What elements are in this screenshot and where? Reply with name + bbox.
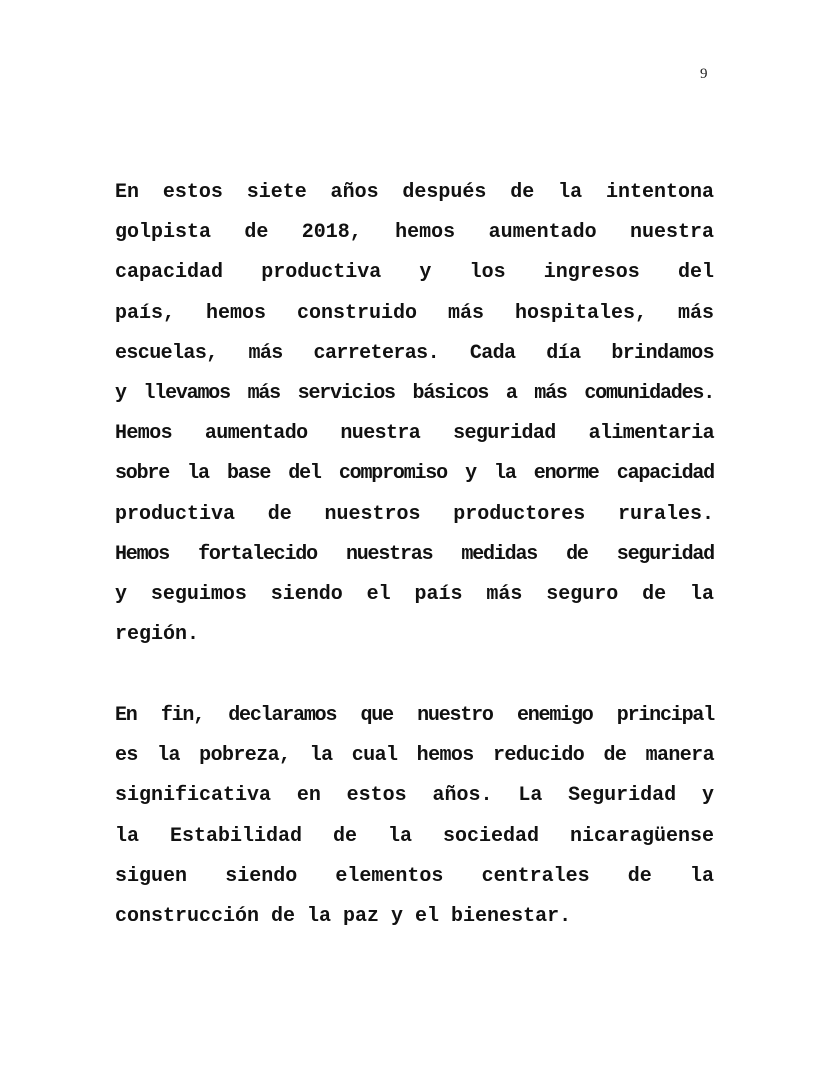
text-line: y seguimos siendo el país más seguro de la <box>115 582 714 606</box>
text-line: En estos siete años después de la intentona <box>115 181 714 204</box>
text-line: siguen siendo elementos centrales de la <box>115 864 714 888</box>
text-line: sobre la base del compromiso y la enorme capacidad <box>115 462 714 486</box>
text-line: la Estabilidad de la sociedad nicaragüense <box>115 824 714 848</box>
text-line: capacidad productiva y los ingresos del <box>115 261 714 285</box>
text-line: región. <box>115 623 200 647</box>
text-line: escuelas, más carreteras. Cada día brindamos <box>115 341 714 365</box>
text-line: productiva de nuestros productores rurales. <box>115 502 714 526</box>
text-line: y llevamos más servicios básicos a más comunidades. <box>115 381 714 405</box>
text-line: significativa en estos años. La Seguridad y <box>115 784 714 808</box>
text-line: Hemos fortalecido nuestras medidas de seguridad <box>115 542 714 566</box>
text-line: país, hemos construido más hospitales, más <box>115 301 714 325</box>
text-line: En fin, declaramos que nuestro enemigo principal <box>115 704 714 727</box>
text-line: es la pobreza, la cual hemos reducido de manera <box>115 744 714 768</box>
paragraph-1 <box>115 173 714 655</box>
text-line: golpista de 2018, hemos aumentado nuestra <box>115 221 714 245</box>
text-line: construcción de la paz y el bienestar. <box>115 904 572 928</box>
text-line: Hemos aumentado nuestra seguridad alimentaria <box>115 422 714 446</box>
paragraph-2 <box>115 696 714 937</box>
page-number: 9 <box>700 66 708 82</box>
